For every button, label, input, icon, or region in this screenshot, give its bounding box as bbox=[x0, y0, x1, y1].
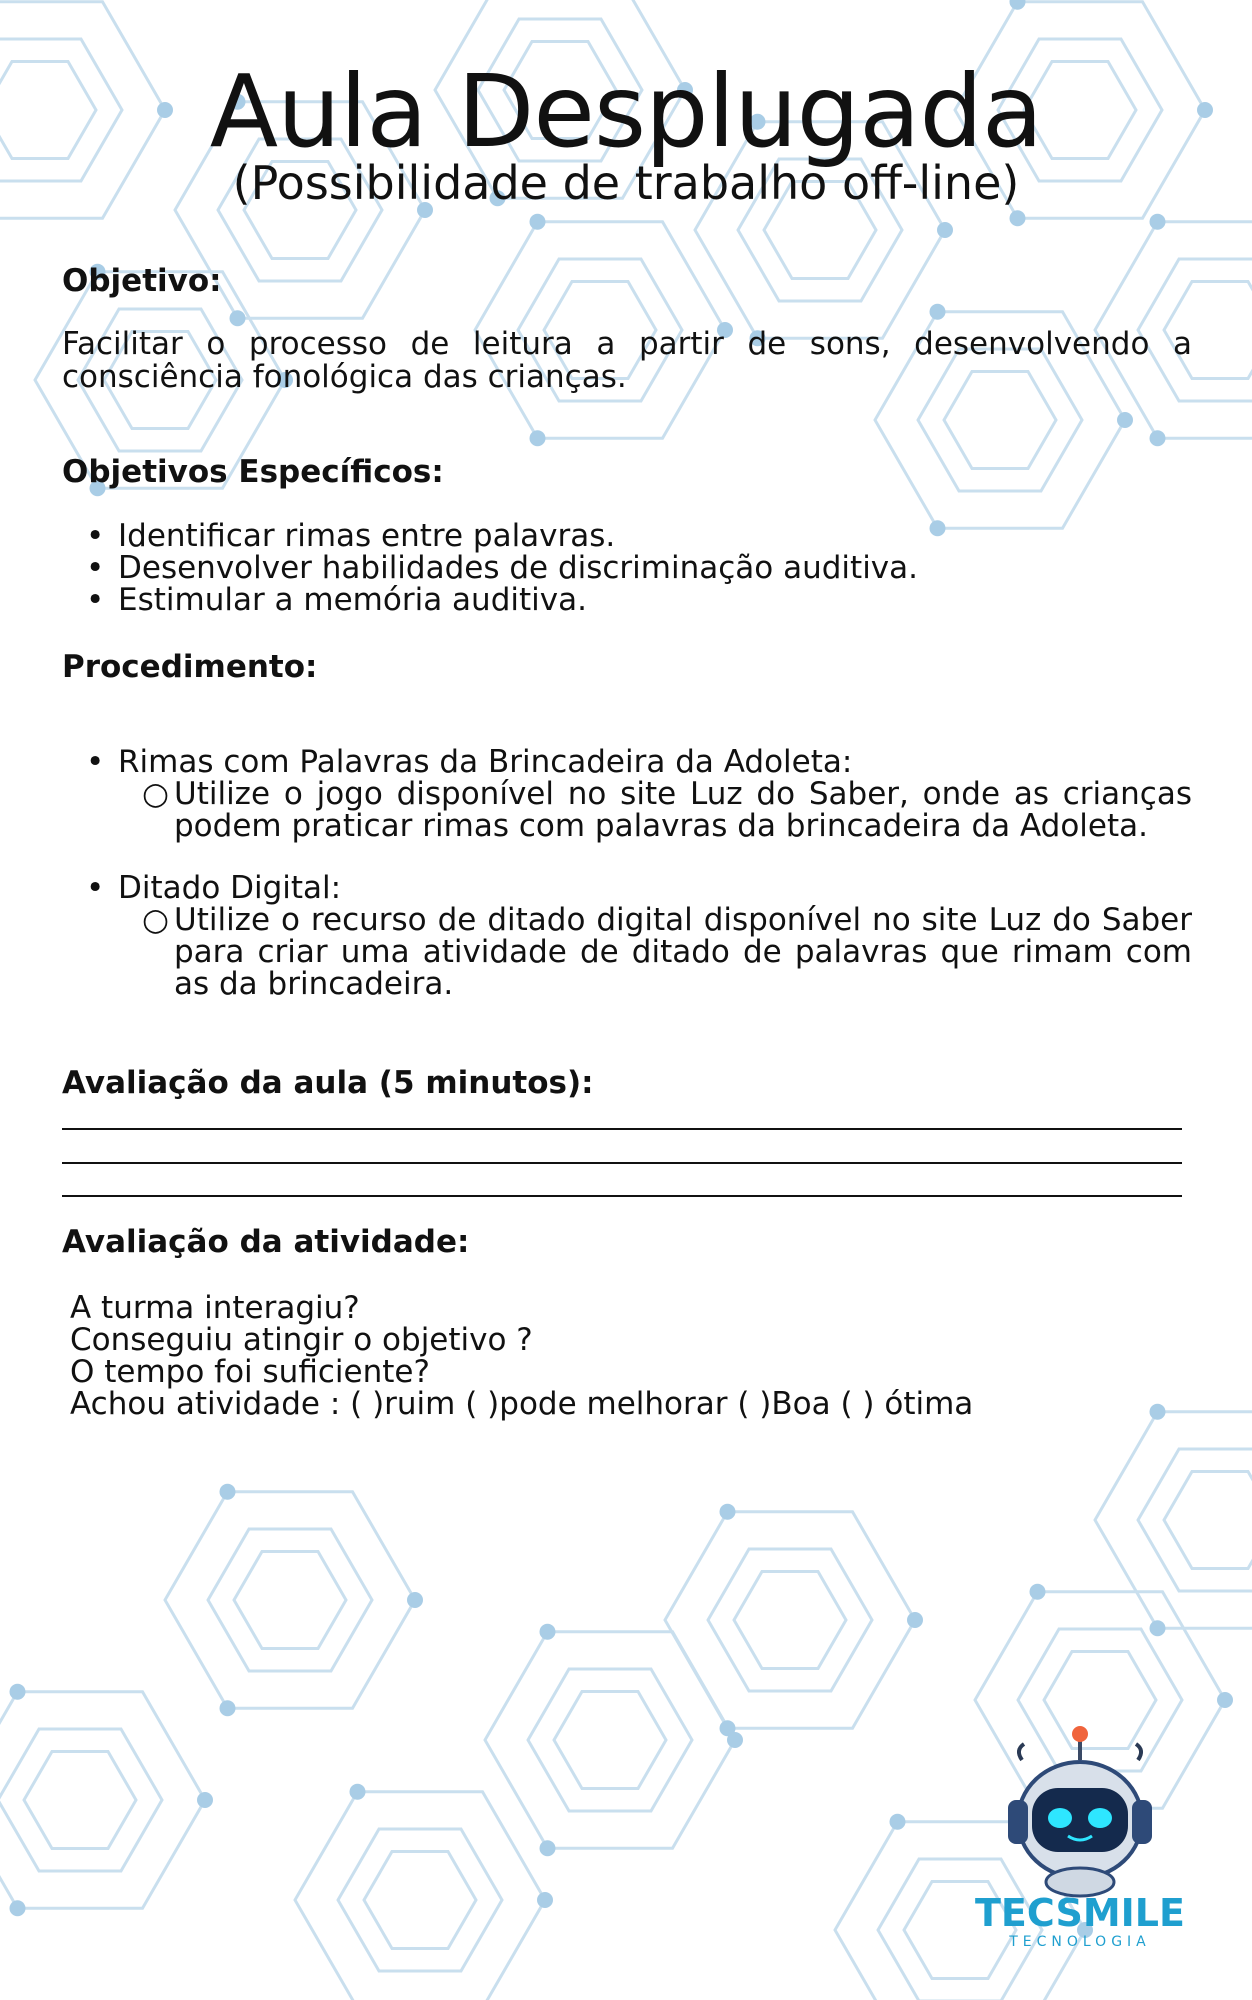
logo-brand-text: TECSMILE bbox=[975, 1891, 1185, 1935]
answer-line bbox=[62, 1195, 1182, 1197]
page-subtitle: (Possibilidade de trabalho off-line) bbox=[232, 156, 1020, 210]
avaliacao-aula-heading: Avaliação da aula (5 minutos): bbox=[62, 1065, 594, 1101]
question-item: Conseguiu atingir o objetivo ? bbox=[70, 1322, 533, 1358]
procedimento-subitem-rimas bbox=[62, 778, 1192, 842]
objetivo-text bbox=[62, 328, 1192, 394]
subitem-line-1: Utilize o recurso de ditado digital disponível no site Luz do Saber bbox=[174, 902, 1192, 938]
question-item: A turma interagiu? bbox=[70, 1290, 360, 1326]
bullet-icon: • bbox=[86, 870, 105, 906]
answer-line bbox=[62, 1128, 1182, 1130]
list-item-text: Estimular a memória auditiva. bbox=[118, 582, 587, 618]
procedimento-item-label: Rimas com Palavras da Brincadeira da Adoleta: bbox=[118, 744, 853, 780]
list-item bbox=[62, 584, 1192, 616]
question-item: O tempo foi suficiente? bbox=[70, 1354, 430, 1390]
objetivos-especificos-list bbox=[62, 520, 1192, 616]
avaliacao-atividade-heading: Avaliação da atividade: bbox=[62, 1224, 470, 1260]
objetivos-especificos-heading: Objetivos Específicos: bbox=[62, 454, 444, 490]
objetivo-heading: Objetivo: bbox=[62, 263, 222, 299]
procedimento-item-rimas bbox=[62, 746, 1192, 778]
bullet-icon: • bbox=[86, 518, 105, 554]
bullet-icon: • bbox=[86, 550, 105, 586]
procedimento-item-ditado bbox=[62, 872, 1192, 904]
procedimento-list bbox=[62, 746, 1192, 1000]
robot-icon bbox=[1008, 1726, 1152, 1896]
procedimento-heading: Procedimento: bbox=[62, 649, 318, 685]
logo-tagline-text: TECNOLOGIA bbox=[1009, 1934, 1151, 1950]
procedimento-item-label: Ditado Digital: bbox=[118, 870, 342, 906]
objetivo-line-2: consciência fonológica das crianças. bbox=[62, 359, 627, 395]
circle-bullet-icon: ○ bbox=[142, 776, 170, 812]
list-item bbox=[62, 552, 1192, 584]
answer-line bbox=[62, 1162, 1182, 1164]
list-item-text: Desenvolver habilidades de discriminação auditiva. bbox=[118, 550, 919, 586]
subitem-rest: podem praticar rimas com palavras da brincadeira da Adoleta. bbox=[174, 808, 1149, 844]
tecsmile-logo bbox=[960, 1720, 1200, 1950]
list-item bbox=[62, 520, 1192, 552]
procedimento-subitem-ditado bbox=[62, 904, 1192, 1000]
objetivo-line-1: Facilitar o processo de leitura a partir de sons, desenvolvendo a bbox=[62, 326, 1192, 362]
page-title: Aula Desplugada bbox=[209, 53, 1043, 170]
circle-bullet-icon: ○ bbox=[142, 902, 170, 938]
subitem-rest: para criar uma atividade de ditado de palavras que rimam com as da brincadeira. bbox=[174, 934, 1192, 1002]
question-item: Achou atividade : ( )ruim ( )pode melhorar ( )Boa ( ) ótima bbox=[70, 1386, 974, 1422]
bullet-icon: • bbox=[86, 582, 105, 618]
bullet-icon: • bbox=[86, 744, 105, 780]
subitem-line-1: Utilize o jogo disponível no site Luz do Saber, onde as crianças bbox=[174, 776, 1192, 812]
list-item-text: Identificar rimas entre palavras. bbox=[118, 518, 616, 554]
avaliacao-atividade-questions bbox=[70, 1292, 973, 1420]
